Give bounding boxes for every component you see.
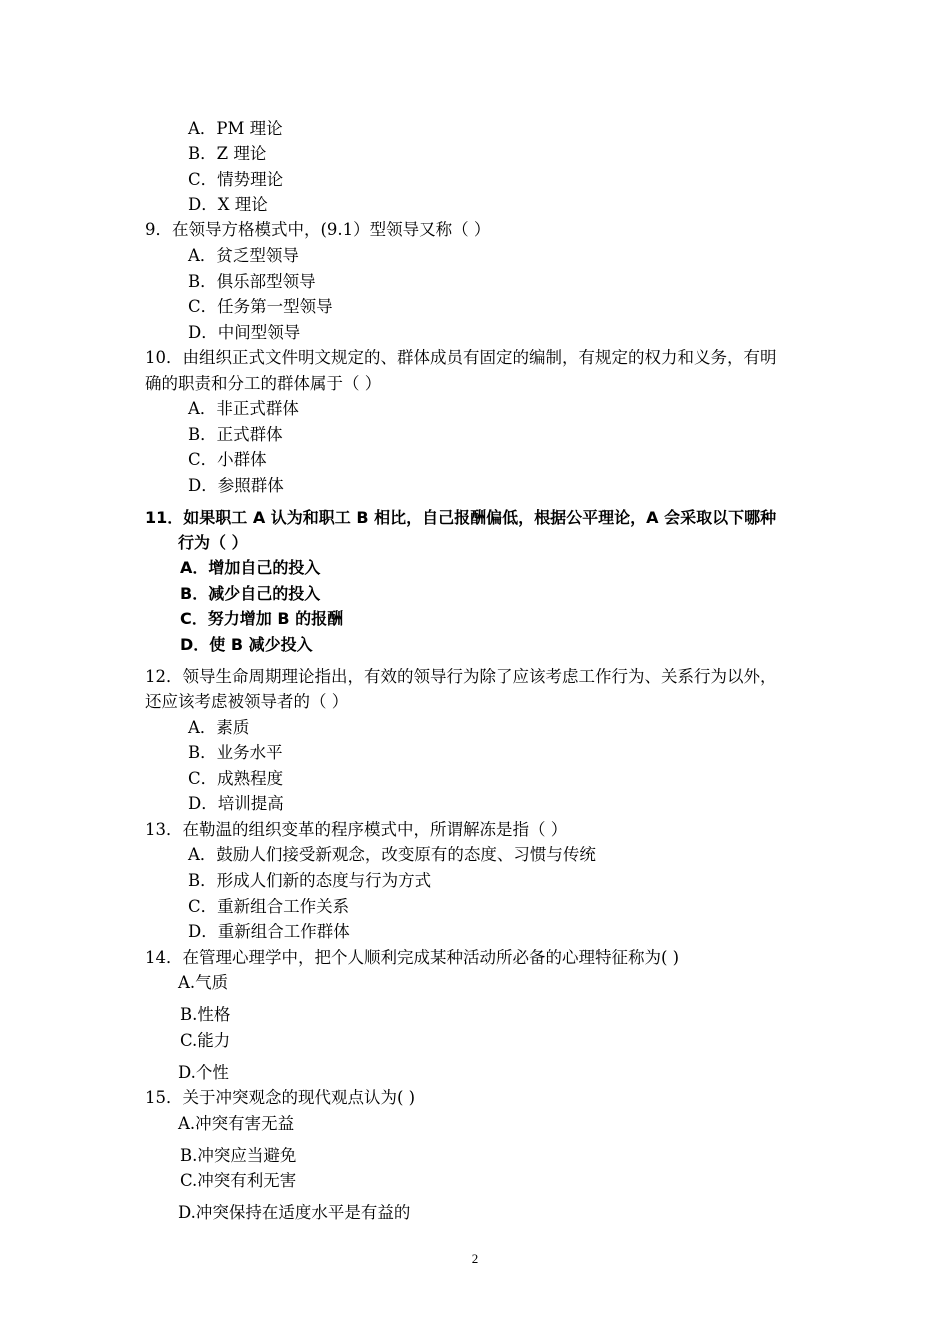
option-line: D．参照群体 bbox=[188, 476, 284, 495]
question-line: 14．在管理心理学中，把个人顺利完成某种活动所必备的心理特征称为( ) bbox=[145, 948, 680, 967]
question-line: 行为（ ） bbox=[178, 533, 248, 552]
option-line: B．俱乐部型领导 bbox=[188, 272, 316, 291]
option-line: A.冲突有害无益 bbox=[178, 1114, 295, 1133]
option-line: A．增加自己的投入 bbox=[180, 558, 321, 577]
option-line: C．成熟程度 bbox=[188, 769, 284, 788]
option-line: D．使 B 减少投入 bbox=[180, 635, 313, 654]
question-line: 确的职责和分工的群体属于（ ） bbox=[145, 374, 382, 393]
option-line: D.个性 bbox=[178, 1063, 229, 1082]
option-line: A.气质 bbox=[178, 973, 229, 992]
option-line: B．正式群体 bbox=[188, 425, 283, 444]
page-number: 2 bbox=[471, 1251, 479, 1266]
option-line: B．业务水平 bbox=[188, 743, 283, 762]
option-line: B.性格 bbox=[180, 1005, 231, 1024]
option-line: A．贫乏型领导 bbox=[188, 246, 299, 265]
option-line: B．减少自己的投入 bbox=[180, 584, 321, 603]
question-line: 11．如果职工 A 认为和职工 B 相比，自己报酬偏低，根据公平理论，A 会采取以下哪种 bbox=[145, 508, 777, 527]
question-line: 13．在勒温的组织变革的程序模式中，所谓解冻是指（ ） bbox=[145, 820, 568, 839]
option-line: C．努力增加 B 的报酬 bbox=[180, 609, 344, 628]
option-line: C．情势理论 bbox=[188, 170, 284, 189]
option-line: C.能力 bbox=[180, 1031, 231, 1050]
option-line: A．非正式群体 bbox=[188, 399, 299, 418]
question-line: 15．关于冲突观念的现代观点认为( ) bbox=[145, 1088, 416, 1107]
option-line: C．任务第一型领导 bbox=[188, 297, 333, 316]
option-line: B．形成人们新的态度与行为方式 bbox=[188, 871, 432, 890]
question-line: 12．领导生命周期理论指出，有效的领导行为除了应该考虑工作行为、关系行为以外， bbox=[145, 667, 777, 686]
option-line: A．素质 bbox=[188, 718, 250, 737]
option-line: D．重新组合工作群体 bbox=[188, 922, 350, 941]
option-line: A．PM 理论 bbox=[188, 119, 283, 138]
option-line: A．鼓励人们接受新观念，改变原有的态度、习惯与传统 bbox=[188, 845, 596, 864]
option-line: D．培训提高 bbox=[188, 794, 284, 813]
option-line: B．Z 理论 bbox=[188, 144, 267, 163]
option-line: C．重新组合工作关系 bbox=[188, 897, 350, 916]
question-line: 10．由组织正式文件明文规定的、群体成员有固定的编制，有规定的权力和义务，有明 bbox=[145, 348, 777, 367]
question-line: 9．在领导方格模式中，(9.1）型领导又称（ ） bbox=[145, 220, 491, 239]
question-line: 还应该考虑被领导者的（ ） bbox=[145, 692, 349, 711]
option-line: D.冲突保持在适度水平是有益的 bbox=[178, 1203, 411, 1222]
option-line: C．小群体 bbox=[188, 450, 267, 469]
option-line: C.冲突有利无害 bbox=[180, 1171, 297, 1190]
option-line: D．X 理论 bbox=[188, 195, 268, 214]
option-line: D．中间型领导 bbox=[188, 323, 301, 342]
option-line: B.冲突应当避免 bbox=[180, 1146, 297, 1165]
